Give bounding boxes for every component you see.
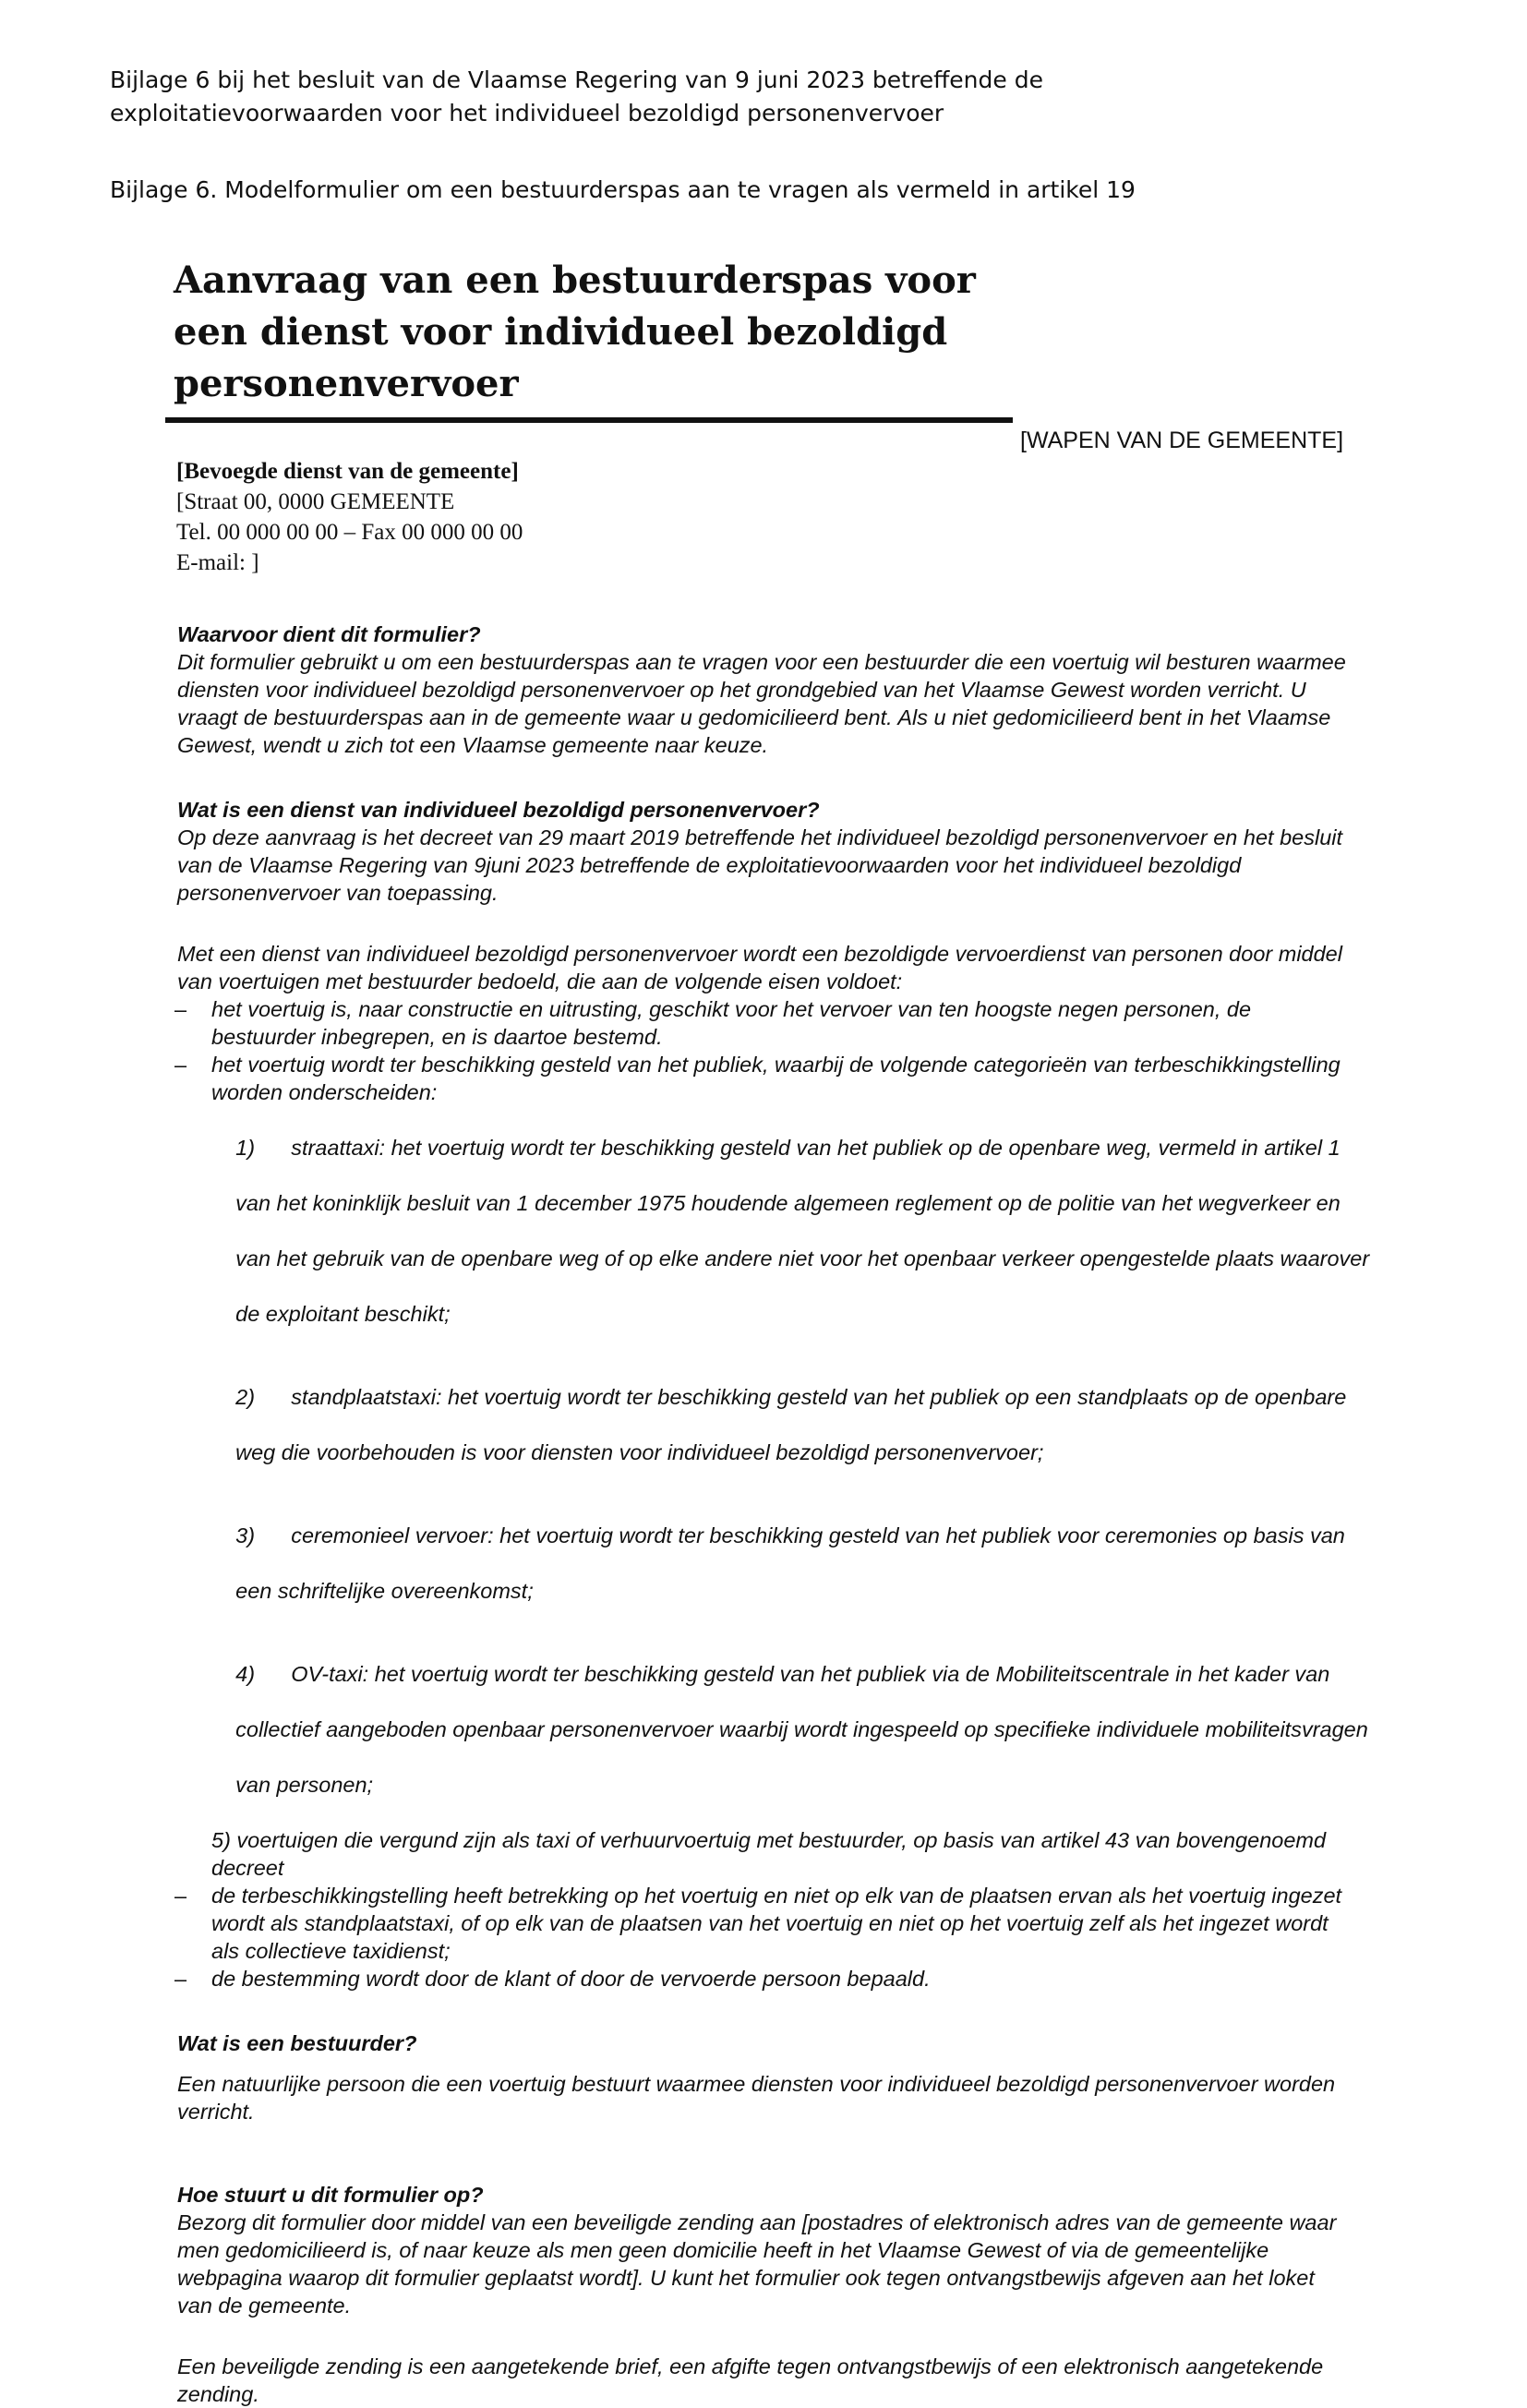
form-title-line: Aanvraag van een bestuurderspas voor [174,259,976,302]
category-ov-taxi [177,1632,1433,1826]
text-line: wordt als standplaatstaxi, of op elk van de plaatsen van het voertuig en niet op het voertuig zelf als het ingezet wordt [211,1911,1329,1935]
text-line: Met een dienst van individueel bezoldigd personenvervoer wordt een bezoldigde vervoerdienst van personen door middel [177,942,1342,966]
requirement-item [174,1051,1433,1106]
form-title-line: personenvervoer [174,362,519,405]
address-block [176,456,523,578]
text-line: van het gebruik van de openbare weg of op elke andere niet voor het openbaar verkeer opengestelde plaats waarover [235,1246,1370,1270]
submit-heading: Hoe stuurt u dit formulier op? [177,2183,484,2207]
secure-shipment-note [177,2353,1433,2408]
purpose-heading: Waarvoor dient dit formulier? [177,622,481,646]
text-line: 5) voertuigen die vergund zijn als taxi of verhuurvoertuig met bestuurder, op basis van artikel 43 van bovengenoemd [211,1828,1327,1852]
requirement-item [174,1882,1433,1965]
annex-reference-line-1: Bijlage 6 bij het besluit van de Vlaamse Regering van 9 juni 2023 betreffende de [110,66,1043,93]
text-line: van de Vlaamse Regering van 9juni 2023 betreffende de exploitatievoorwaarden voor het individueel bezoldigd [177,853,1242,877]
text-line: collectief aangeboden openbaar personenvervoer waarbij wordt ingespeeld op specifieke individuele mobiliteitsvragen [235,1717,1368,1741]
category-licensed-vehicles [177,1826,1433,1882]
text-line: Op deze aanvraag is het decreet van 29 maart 2019 betreffende het individueel bezoldigd personenvervoer en het besluit [177,825,1343,849]
text-line: worden onderscheiden: [211,1080,438,1104]
text-line: men gedomicilieerd is, of naar keuze als men geen domicilie heeft in het Vlaamse Gewest of via de gemeentelijke [177,2238,1269,2262]
text-line: het voertuig wordt ter beschikking gesteld van het publiek, waarbij de volgende categorieën van terbeschikkingstelling [211,1053,1341,1077]
title-underline [165,417,1013,423]
requirement-item [174,1965,1433,1993]
text-line: diensten voor individueel bezoldigd personenvervoer op het grondgebied van het Vlaamse Gewest worden verricht. U [177,678,1306,702]
text-line: 4) OV-taxi: het voertuig wordt ter beschikking gesteld van het publiek via de Mobiliteitscentrale in het kader van [235,1662,1330,1686]
text-line: van personen; [235,1773,374,1797]
text-line: van voertuigen met bestuurder bedoeld, die aan de volgende eisen voldoet: [177,969,903,993]
service-heading: Wat is een dienst van individueel bezoldigd personenvervoer? [177,798,820,822]
submit-instructions [177,2209,1433,2319]
text-line: zending. [177,2382,259,2406]
text-line: Een natuurlijke persoon die een voertuig bestuurt waarmee diensten voor individueel bezoldigd personenvervoer worden [177,2072,1336,2096]
municipality-crest-placeholder: [WAPEN VAN DE GEMEENTE] [1020,427,1344,453]
text-line: de exploitant beschikt; [235,1302,451,1326]
text-line: weg die voorbehouden is voor diensten voor individueel bezoldigd personenvervoer; [235,1440,1044,1464]
dash-bullet: – [174,1967,187,1991]
driver-heading: Wat is een bestuurder? [177,2031,417,2055]
form-explanation [174,620,1433,2408]
service-intro [177,824,1433,907]
phone-fax: Tel. 00 000 00 00 – Fax 00 000 00 00 [176,520,523,545]
text-line: Een beveiligde zending is een aangetekende brief, een afgifte tegen ontvangstbewijs of een elektronisch aangetekende [177,2354,1324,2378]
text-line: decreet [211,1856,284,1880]
text-line: Bezorg dit formulier door middel van een beveiligde zending aan [postadres of elektronisch adres van de gemeente waar [177,2210,1337,2234]
text-line: bestuurder inbegrepen, en is daartoe bestemd. [211,1025,663,1049]
text-line: van het koninklijk besluit van 1 december 1975 houdende algemeen reglement op de politie van het wegverkeer en [235,1191,1341,1215]
text-line: de bestemming wordt door de klant of door de vervoerde persoon bepaald. [211,1967,931,1991]
text-line: het voertuig is, naar constructie en uitrusting, geschikt voor het vervoer van ten hoogste negen personen, de [211,997,1252,1021]
category-straattaxi [177,1106,1433,1355]
text-line: webpagina waarop dit formulier geplaatst wordt]. U kunt het formulier ook tegen ontvangstbewijs afgeven aan het loket [177,2266,1315,2290]
form-title [174,255,1004,410]
text-line: vraagt de bestuurderspas aan in de gemeente waar u gedomicilieerd bent. Als u niet gedomicilieerd bent in het Vlaamse [177,705,1331,729]
text-line: Dit formulier gebruikt u om een bestuurderspas aan te vragen voor een bestuurder die een voertuig wil besturen waarmee [177,650,1346,674]
text-line: Gewest, wendt u zich tot een Vlaamse gemeente naar keuze. [177,733,769,757]
dash-bullet: – [174,997,187,1021]
driver-definition [177,2070,1433,2125]
text-line: personenvervoer van toepassing. [177,881,499,905]
text-line: 1) straattaxi: het voertuig wordt ter beschikking gesteld van het publiek op de openbare weg, vermeld in artikel 1 [235,1136,1341,1160]
category-standplaatstaxi [177,1355,1433,1494]
text-line: van de gemeente. [177,2294,352,2318]
text-line: de terbeschikkingstelling heeft betrekking op het voertuig en niet op elk van de plaatsen ervan als het voertuig ingezet [211,1884,1342,1908]
category-ceremonieel-vervoer [177,1494,1433,1632]
requirement-item [174,995,1433,1051]
annex-subtitle: Bijlage 6. Modelformulier om een bestuurderspas aan te vragen als vermeld in artikel 19 [110,176,1136,203]
service-definition [177,940,1433,995]
dash-bullet: – [174,1884,187,1908]
text-line: een schriftelijke overeenkomst; [235,1579,534,1603]
text-line: 3) ceremonieel vervoer: het voertuig wordt ter beschikking gesteld van het publiek voor ceremonies op basis van [235,1523,1345,1547]
annex-reference-line-2: exploitatievoorwaarden voor het individueel bezoldigd personenvervoer [110,100,944,126]
form-title-line: een dienst voor individueel bezoldigd [174,310,948,354]
text-line: 2) standplaatstaxi: het voertuig wordt ter beschikking gesteld van het publiek op een standplaats op de openbare [235,1385,1347,1409]
text-line: als collectieve taxidienst; [211,1939,451,1963]
dash-bullet: – [174,1053,187,1077]
street-address: [Straat 00, 0000 GEMEENTE [176,489,455,514]
email: E-mail: ] [176,550,259,575]
purpose-text [177,648,1433,759]
text-line: verricht. [177,2100,255,2124]
competent-service: [Bevoegde dienst van de gemeente] [176,459,519,484]
